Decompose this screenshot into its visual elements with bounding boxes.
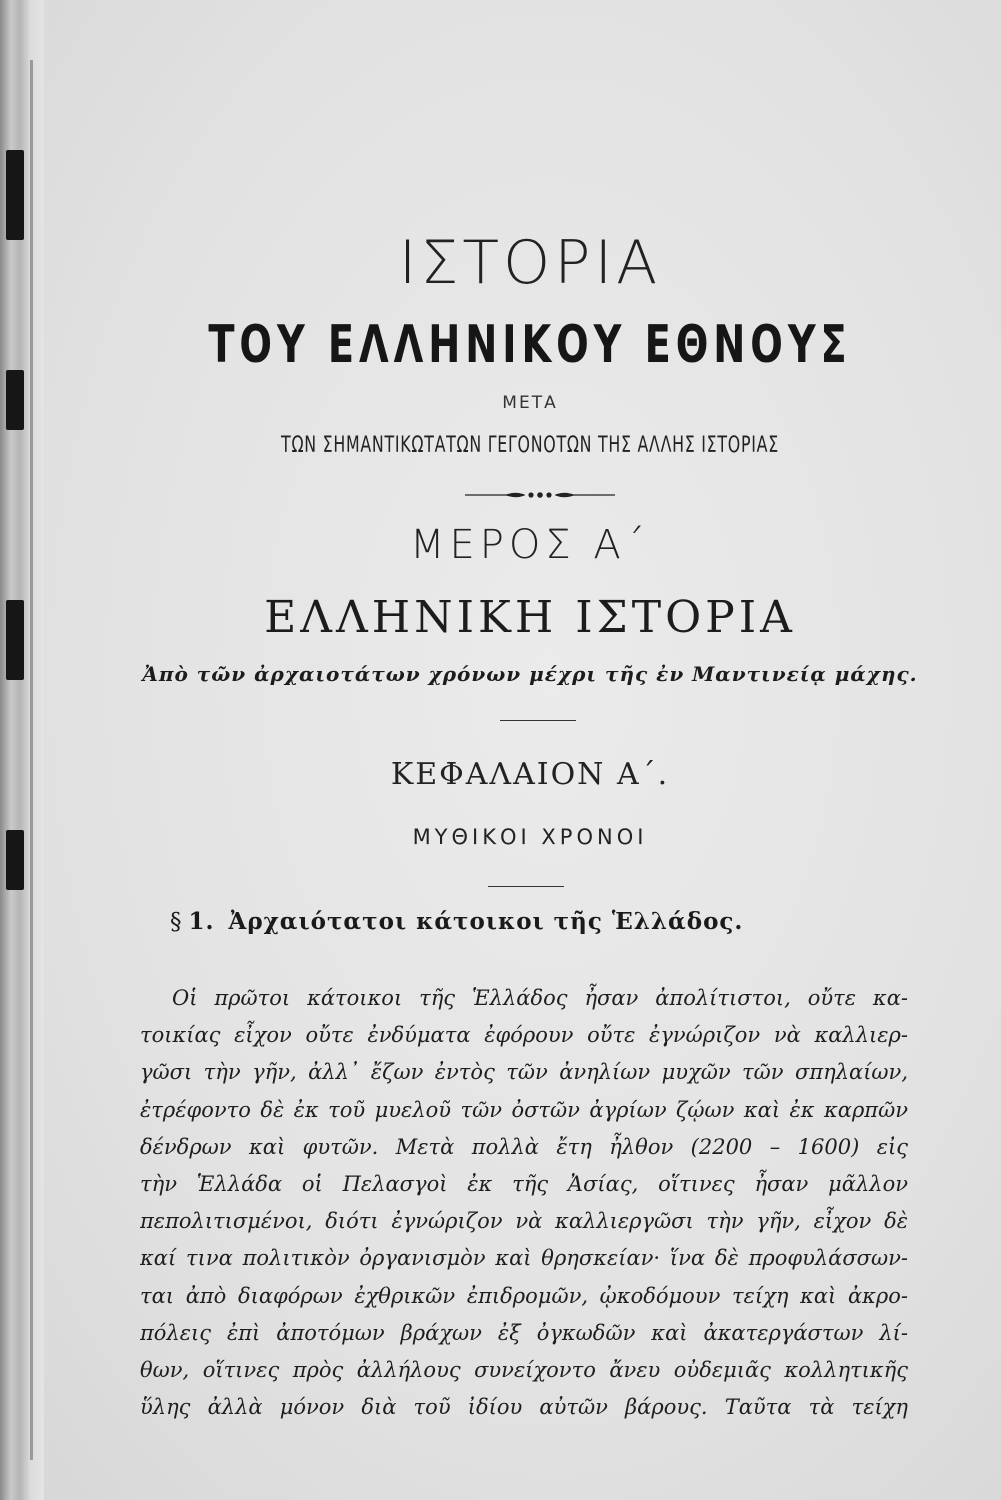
binding-thread	[6, 830, 24, 890]
text-line: Οἱ πρῶτοι κάτοικοι τῆς Ἑλλάδος ἦσαν ἀπολίτιστοι, οὔτε κα-	[172, 986, 908, 1010]
divider-rule	[500, 720, 576, 721]
text-line: τοικίας εἶχον οὔτε ἐνδύματα ἐφόρουν οὔτε ἐγνώριζον νὰ καλλιερ-	[140, 1023, 908, 1048]
book-binding	[0, 0, 44, 1500]
text-line: δένδρων καὶ φυτῶν. Μετὰ πολλὰ ἔτη ἦλθον (2200 – 1600) εἰς	[140, 1134, 908, 1159]
section-mark: §	[170, 909, 183, 935]
part-name: ΕΛΛΗΝΙΚΗ ΙΣΤΟΡΙΑ	[264, 592, 796, 643]
binding-thread	[6, 370, 24, 430]
text-line: γῶσι τὴν γῆν, ἀλλ᾽ ἔζων ἐντὸς τῶν ἀνηλίων μυχῶν τῶν σπηλαίων,	[140, 1060, 908, 1085]
section-heading	[170, 908, 890, 935]
part-subtitle: Ἀπὸ τῶν ἀρχαιοτάτων χρόνων μέχρι τῆς ἐν Μαντινείᾳ μάχης.	[142, 662, 918, 686]
text-line: πόλεις ἐπὶ ἀποτόμων βράχων ἐξ ὀγκωδῶν καὶ ἀκατεργάστων λί-	[140, 1320, 908, 1345]
section-title: Ἀρχαιότατοι κάτοικοι τῆς Ἑλλάδος.	[228, 908, 744, 935]
chapter-label: ΚΕΦΑΛΑΙΟΝ Α΄.	[390, 757, 670, 792]
book-title-line4: ΤΩΝ ΣΗΜΑΝΤΙΚΩΤΑΤΩΝ ΓΕΓΟΝΟΤΩΝ ΤΗΣ ΑΛΛΗΣ ΙΣΤΟΡΙΑΣ	[281, 433, 779, 458]
text-line: θων, οἵτινες πρὸς ἀλλήλους συνείχοντο ἄνευ οὐδεμιᾶς κολλητικῆς	[140, 1357, 908, 1382]
book-title-line3: ΜΕΤΑ	[502, 393, 558, 413]
divider-rule	[488, 886, 564, 887]
text-line: ἐτρέφοντο δὲ ἐκ τοῦ μυελοῦ τῶν ὀστῶν ἀγρίων ζῴων καὶ ἐκ καρπῶν	[140, 1097, 908, 1122]
book-title-line2: ΤΟΥ ΕΛΛΗΝΙΚΟΥ ΕΘΝΟΥΣ	[208, 315, 852, 375]
chapter-title: ΜΥΘΙΚΟΙ ΧΡΟΝΟΙ	[412, 825, 648, 849]
ornament-divider	[465, 489, 615, 501]
part-label: ΜΕΡΟΣ Α΄	[409, 522, 651, 568]
page-edge	[30, 60, 33, 1460]
binding-thread	[6, 150, 24, 240]
binding-thread	[6, 600, 24, 680]
text-line: πεπολιτισμένοι, διότι ἐγνώριζον νὰ καλλιεργῶσι τὴν γῆν, εἶχον δὲ	[140, 1209, 908, 1234]
text-line: καί τινα πολιτικὸν ὀργανισμὸν καὶ θρησκείαν· ἵνα δὲ προφυλάσσων-	[140, 1246, 908, 1271]
body-text	[140, 980, 908, 1426]
text-line: ὕλης ἀλλὰ μόνον διὰ τοῦ ἰδίου αὐτῶν βάρους. Ταῦτα τὰ τείχη	[140, 1395, 908, 1420]
text-line: τὴν Ἑλλάδα οἱ Πελασγοὶ ἐκ τῆς Ἀσίας, οἵτινες ἦσαν μᾶλλον	[140, 1171, 908, 1196]
section-number: 1.	[188, 908, 215, 935]
book-title-line1: ΙΣΤΟΡΙΑ	[398, 228, 662, 298]
text-line: ται ἀπὸ διαφόρων ἐχθρικῶν ἐπιδρομῶν, ᾠκοδόμουν τείχη καὶ ἀκρο-	[140, 1283, 908, 1308]
